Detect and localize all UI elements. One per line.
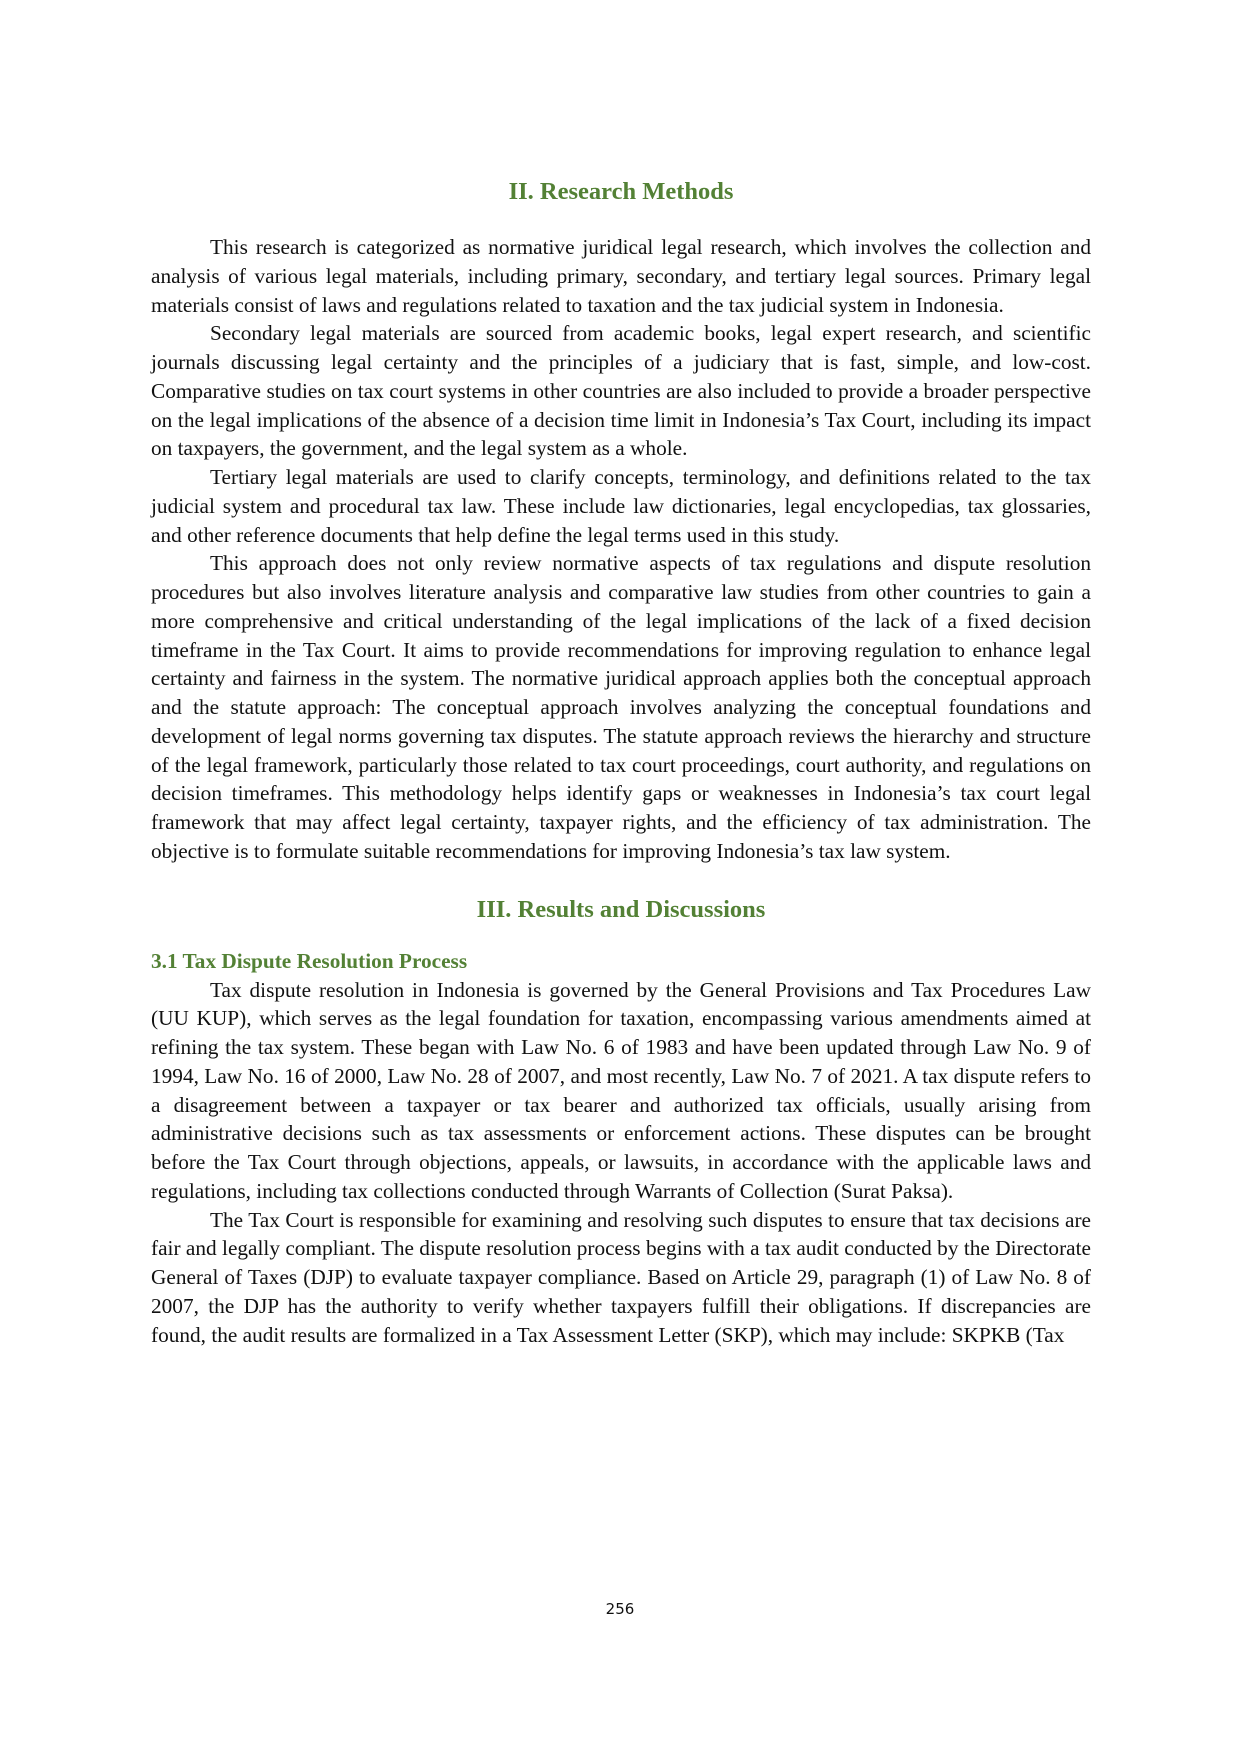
methods-paragraph-3: Tertiary legal materials are used to clarify concepts, terminology, and definitions related to the tax judicial system and procedural tax law. These include law dictionaries, legal encyclopedias, tax glossaries, and other reference documents that help define the legal terms used in this study.	[151, 465, 1091, 547]
results-paragraph-1: Tax dispute resolution in Indonesia is governed by the General Provisions and Tax Procedures Law (UU KUP), which serves as the legal foundation for taxation, encompassing various amendments aimed at refining the tax system. These began with Law No. 6 of 1983 and have been updated through Law No. 9 of 1994, Law No. 16 of 2000, Law No. 28 of 2007, and most recently, Law No. 7 of 2021. A tax dispute refers to a disagreement between a taxpayer or tax bearer and authorized tax officials, usually arising from administrative decisions such as tax assessments or enforcement actions. These disputes can be brought before the Tax Court through objections, appeals, or lawsuits, in accordance with the applicable laws and regulations, including tax collections conducted through Warrants of Collection (Surat Paksa).	[151, 977, 1091, 1203]
page-number: 256	[605, 1600, 635, 1618]
page-content	[151, 175, 1091, 1349]
section-heading-research-methods: II. Research Methods	[508, 178, 734, 205]
methods-paragraph-1: This research is categorized as normative juridical legal research, which involves the collection and analysis of various legal materials, including primary, secondary, and tertiary legal sources. Primary legal materials consist of laws and regulations related to taxation and the tax judicial system in Indonesia.	[151, 235, 1091, 317]
section-heading-results-discussions: III. Results and Discussions	[476, 895, 766, 923]
methods-paragraph-2: Secondary legal materials are sourced from academic books, legal expert research, and scientific journals discussing legal certainty and the principles of a judiciary that is fast, simple, and low-cost. Comparative studies on tax court systems in other countries are also included to provide a broader perspective on the legal implications of the absence of a decision time limit in Indonesia’s Tax Court, including its impact on taxpayers, the government, and the legal system as a whole.	[151, 321, 1091, 461]
methods-paragraph-4: This approach does not only review normative aspects of tax regulations and dispute resolution procedures but also involves literature analysis and comparative law studies from other countries to gain a more comprehensive and critical understanding of the legal implications of the lack of a fixed decision timeframe in the Tax Court. It aims to provide recommendations for improving regulation to enhance legal certainty and fairness in the system. The normative juridical approach applies both the conceptual approach and the statute approach: The conceptual approach involves analyzing the conceptual foundations and development of legal norms governing tax disputes. The statute approach reviews the hierarchy and structure of the legal framework, particularly those related to tax court proceedings, court authority, and regulations on decision timeframes. This methodology helps identify gaps or weaknesses in Indonesia’s tax court legal framework that may affect legal certainty, taxpayer rights, and the efficiency of tax administration. The objective is to formulate suitable recommendations for improving Indonesia’s tax law system.	[151, 551, 1091, 863]
results-paragraph-2: The Tax Court is responsible for examining and resolving such disputes to ensure that tax decisions are fair and legally compliant. The dispute resolution process begins with a tax audit conducted by the Directorate General of Taxes (DJP) to evaluate taxpayer compliance. Based on Article 29, paragraph (1) of Law No. 8 of 2007, the DJP has the authority to verify whether taxpayers fulfill their obligations. If discrepancies are found, the audit results are formalized in a Tax Assessment Letter (SKP), which may include: SKPKB (Tax	[151, 1207, 1091, 1347]
subsection-heading-tax-dispute: 3.1 Tax Dispute Resolution Process	[151, 948, 468, 973]
